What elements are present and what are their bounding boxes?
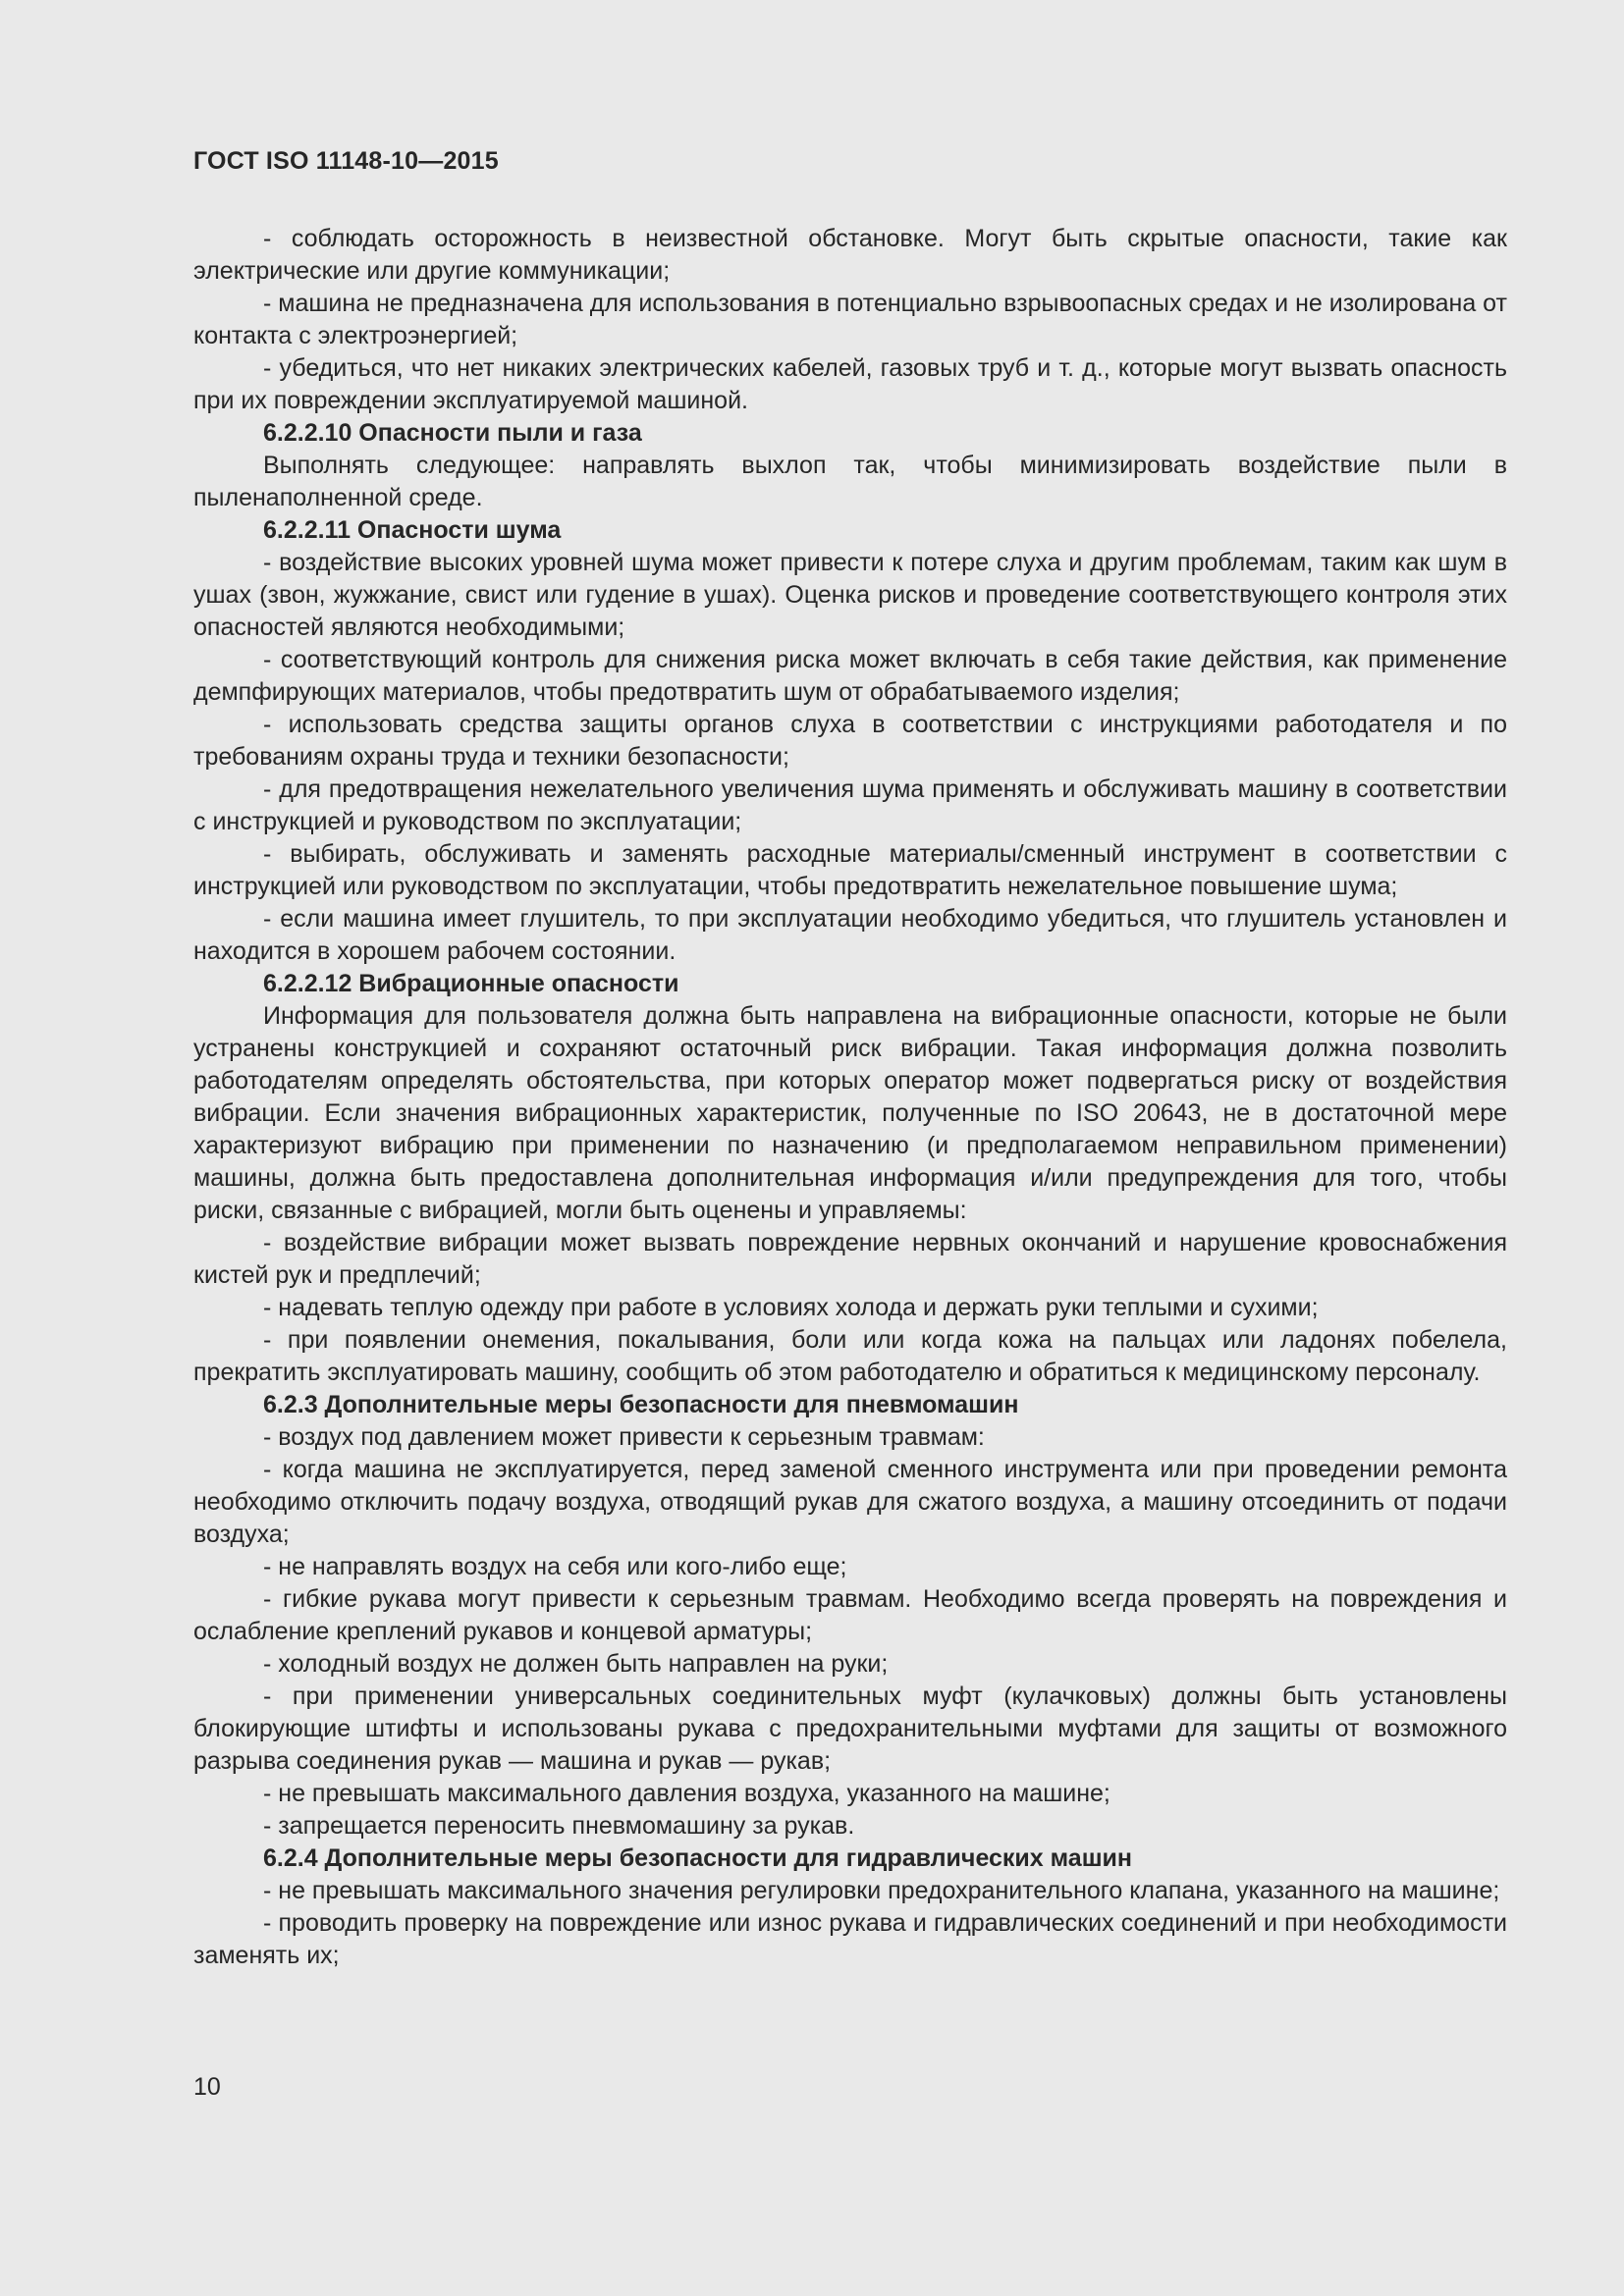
paragraph: - выбирать, обслуживать и заменять расходные материалы/сменный инструмент в соответствии с инструкцией или руководством по эксплуатации, чтобы предотвратить нежелательное повышение шума; bbox=[193, 840, 1507, 900]
section-heading: 6.2.4 Дополнительные меры безопасности для гидравлических машин bbox=[263, 1844, 1133, 1872]
section-heading: 6.2.2.12 Вибрационные опасности bbox=[263, 970, 679, 997]
paragraph: - запрещается переносить пневмомашину за рукав. bbox=[263, 1812, 855, 1840]
section-heading: 6.2.2.10 Опасности пыли и газа bbox=[263, 419, 642, 447]
paragraph: - не превышать максимального значения регулировки предохранительного клапана, указанного на машине; bbox=[263, 1877, 1500, 1904]
paragraph: - при применении универсальных соединительных муфт (кулачковых) должны быть установлены блокирующие штифты и использованы рукава с предохранительными муфтами для защиты от возможного разрыва соединения рукав — машина и рукав — рукав; bbox=[193, 1682, 1507, 1775]
paragraph: Выполнять следующее: направлять выхлоп так, чтобы минимизировать воздействие пыли в пыленаполненной среде. bbox=[193, 452, 1507, 511]
section-heading: 6.2.2.11 Опасности шума bbox=[263, 516, 562, 544]
document-body bbox=[193, 223, 1507, 1972]
paragraph: - для предотвращения нежелательного увеличения шума применять и обслуживать машину в соответствии с инструкцией и руководством по эксплуатации; bbox=[193, 775, 1507, 835]
paragraph: - машина не предназначена для использования в потенциально взрывоопасных средах и не изолирована от контакта с электроэнергией; bbox=[193, 290, 1507, 349]
section-heading: 6.2.3 Дополнительные меры безопасности для пневмомашин bbox=[263, 1391, 1019, 1418]
paragraph: - не направлять воздух на себя или кого-либо еще; bbox=[263, 1553, 847, 1580]
paragraph: - воздух под давлением может привести к серьезным травмам: bbox=[263, 1423, 985, 1451]
paragraph: - надевать теплую одежду при работе в условиях холода и держать руки теплыми и сухими; bbox=[263, 1294, 1319, 1321]
paragraph: - воздействие вибрации может вызвать повреждение нервных окончаний и нарушение кровоснабжения кистей рук и предплечий; bbox=[193, 1229, 1507, 1289]
paragraph: - если машина имеет глушитель, то при эксплуатации необходимо убедиться, что глушитель установлен и находится в хорошем рабочем состоянии. bbox=[193, 905, 1507, 965]
paragraph: - когда машина не эксплуатируется, перед заменой сменного инструмента или при проведении ремонта необходимо отключить подачу воздуха, отводящий рукав для сжатого воздуха, а машину отсоединить от подачи воздуха; bbox=[193, 1456, 1507, 1548]
document-header: ГОСТ ISO 11148-10—2015 bbox=[193, 147, 499, 175]
paragraph: - проводить проверку на повреждение или износ рукава и гидравлических соединений и при необходимости заменять их; bbox=[193, 1909, 1507, 1969]
paragraph: Информация для пользователя должна быть направлена на вибрационные опасности, которые не были устранены конструкцией и сохраняют остаточный риск вибрации. Такая информация должна позволить работодателям определять обстоятельства, при которых оператор может подвергаться риску от воздействия вибрации. Если значения вибрационных характеристик, полученные по ISO 20643, не в достаточной мере характеризуют вибрацию при применении по назначению (и предполагаемом неправильном применении) машины, должна быть предоставлена дополнительная информация и/или предупреждения для того, чтобы риски, связанные с вибрацией, могли быть оценены и управляемы: bbox=[193, 1002, 1507, 1224]
page-number: 10 bbox=[193, 2073, 221, 2101]
paragraph: - гибкие рукава могут привести к серьезным травмам. Необходимо всегда проверять на повреждения и ослабление креплений рукавов и концевой арматуры; bbox=[193, 1585, 1507, 1645]
paragraph: - соответствующий контроль для снижения риска может включать в себя такие действия, как применение демпфирующих материалов, чтобы предотвратить шум от обрабатываемого изделия; bbox=[193, 646, 1507, 706]
paragraph: - при появлении онемения, покалывания, боли или когда кожа на пальцах или ладонях побелела, прекратить эксплуатировать машину, сообщить об этом работодателю и обратиться к медицинскому персоналу. bbox=[193, 1326, 1507, 1386]
paragraph: - холодный воздух не должен быть направлен на руки; bbox=[263, 1650, 889, 1678]
paragraph: - использовать средства защиты органов слуха в соответствии с инструкциями работодателя и по требованиям охраны труда и техники безопасности; bbox=[193, 711, 1507, 771]
paragraph: - убедиться, что нет никаких электрических кабелей, газовых труб и т. д., которые могут вызвать опасность при их повреждении эксплуатируемой машиной. bbox=[193, 354, 1507, 414]
paragraph: - соблюдать осторожность в неизвестной обстановке. Могут быть скрытые опасности, такие как электрические или другие коммуникации; bbox=[193, 225, 1507, 285]
paragraph: - воздействие высоких уровней шума может привести к потере слуха и другим проблемам, таким как шум в ушах (звон, жужжание, свист или гудение в ушах). Оценка рисков и проведение соответствующего контроля этих опасностей являются необходимыми; bbox=[193, 549, 1507, 641]
paragraph: - не превышать максимального давления воздуха, указанного на машине; bbox=[263, 1780, 1110, 1807]
